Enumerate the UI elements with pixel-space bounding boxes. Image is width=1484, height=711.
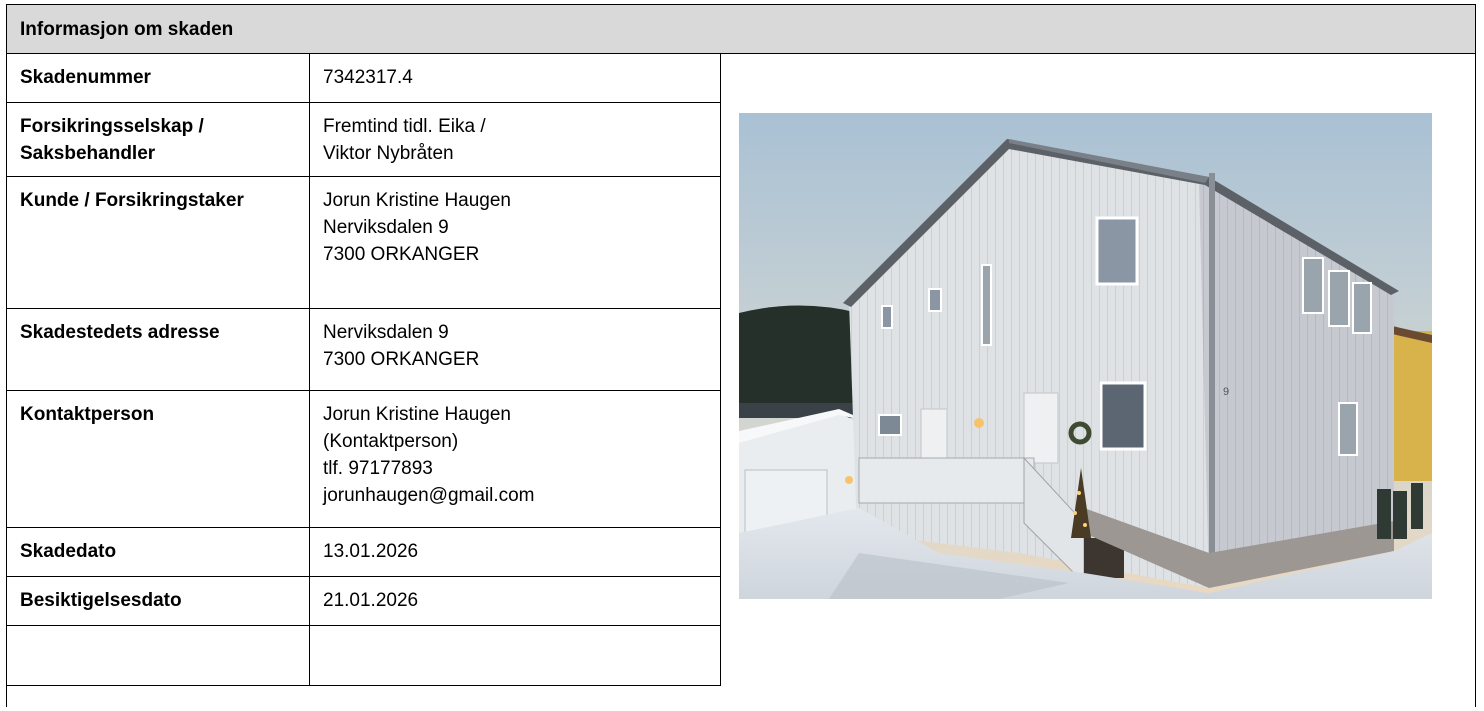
value-cell [310,177,721,309]
label-handler: Saksbehandler [20,143,156,164]
house-photo [739,113,1432,599]
label-cell [7,54,310,103]
value-cell [310,103,721,177]
label-insurer: Forsikringsselskap / [20,116,204,137]
value-contact-name: Jorun Kristine Haugen [323,404,511,425]
value-customer-street: Nerviksdalen 9 [323,217,449,238]
value-contact-email: jorunhaugen@gmail.com [323,485,535,506]
value-handler: Viktor Nybråten [323,143,454,164]
section-title: Informasjon om skaden [20,19,234,40]
value-contact-role: (Kontaktperson) [323,431,459,452]
value-cell [310,309,721,391]
label-inspection-date: Besiktigelsesdato [20,590,182,611]
label-cell [7,177,310,309]
house-number: 9 [1223,386,1230,398]
table-row [7,54,721,103]
value-customer-postal: 7300 ORKANGER [323,244,480,265]
label-cell [7,103,310,177]
table-row [7,177,721,309]
section-header [6,4,1476,54]
label-cell [7,626,310,686]
table-row [7,309,721,391]
value-insurer: Fremtind tidl. Eika / [323,116,486,137]
table-row [7,626,721,686]
value-inspection-date: 21.01.2026 [323,590,419,611]
value-cell [310,391,721,528]
label-cell [7,391,310,528]
value-cell [310,626,721,686]
label-cell [7,309,310,391]
damage-info-table [6,53,721,686]
table-row [7,103,721,177]
table-row [7,528,721,577]
value-damage-street: Nerviksdalen 9 [323,322,449,343]
label-contact-person: Kontaktperson [20,404,155,425]
label-claim-number: Skadenummer [20,67,151,88]
table-row [7,391,721,528]
value-damage-date: 13.01.2026 [323,541,419,562]
value-cell [310,528,721,577]
label-cell [7,577,310,626]
label-damage-address: Skadestedets adresse [20,322,220,343]
label-damage-date: Skadedato [20,541,117,562]
value-cell [310,577,721,626]
label-customer: Kunde / Forsikringstaker [20,190,244,211]
value-damage-postal: 7300 ORKANGER [323,349,480,370]
value-claim-number: 7342317.4 [323,67,413,88]
value-customer-name: Jorun Kristine Haugen [323,190,511,211]
value-contact-phone: tlf. 97177893 [323,458,433,479]
value-cell [310,54,721,103]
label-cell [7,528,310,577]
table-row [7,577,721,626]
